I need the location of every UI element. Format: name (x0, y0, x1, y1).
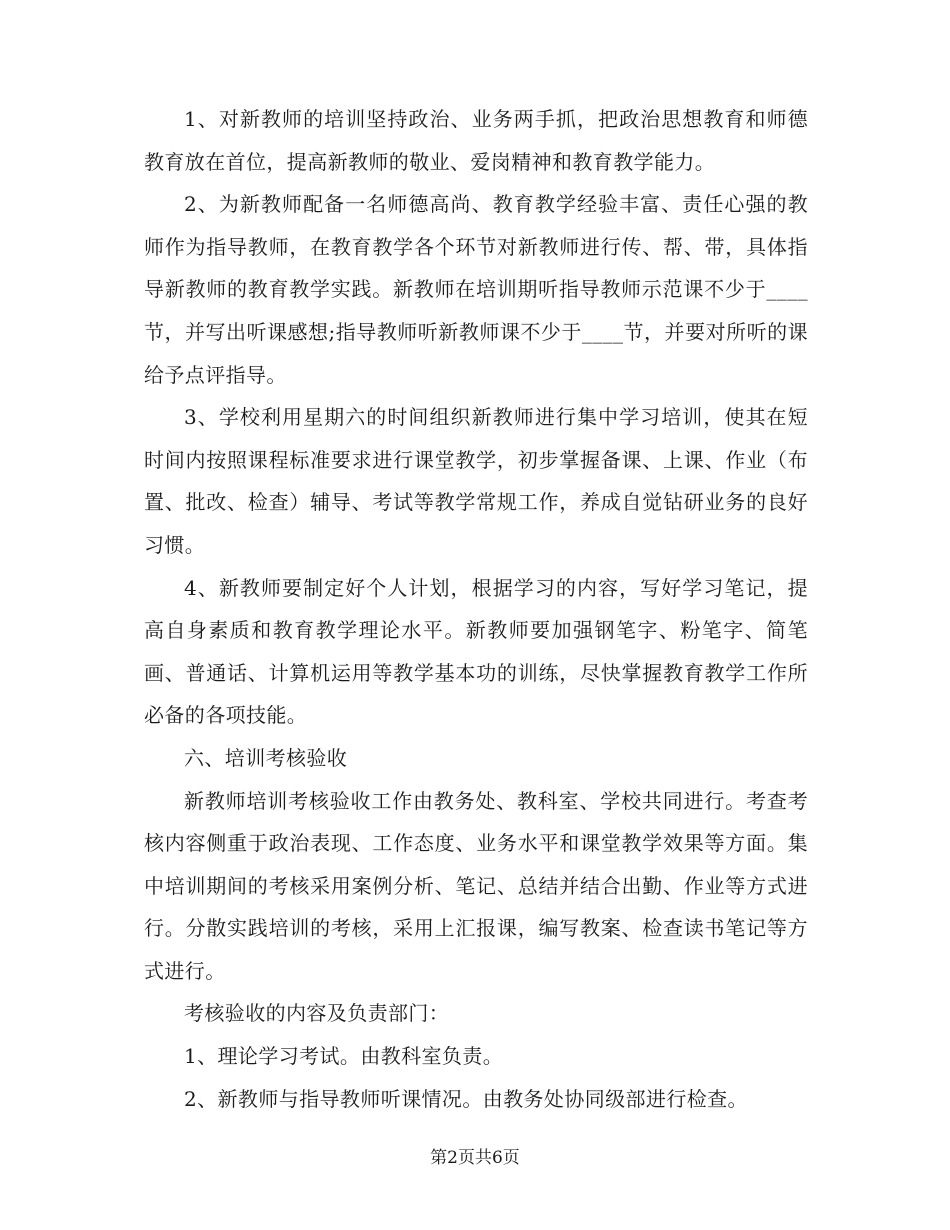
paragraph-saturday-training: 3、学校利用星期六的时间组织新教师进行集中学习培训，使其在短时间内按照课程标准要求进行课堂教学，初步掌握备课、上课、作业（布置、批改、检查）辅导、考试等教学常规工作，养成自觉钻研业务的良好习惯。 (144, 405, 808, 557)
section-heading-assessment: 六、培训考核验收 (184, 745, 348, 770)
paragraph-training-principle: 1、对新教师的培训坚持政治、业务两手抓，把政治思想教育和师德教育放在首位，提高新教师的敬业、爱岗精神和教育教学能力。 (144, 107, 808, 174)
list-item-theory-exam: 1、理论学习考试。由教科室负责。 (184, 1044, 504, 1069)
paragraph-mentor-assignment: 2、为新教师配备一名师德高尚、教育教学经验丰富、责任心强的教师作为指导教师，在教育教学各个环节对新教师进行传、帮、带，具体指导新教师的教育教学实践。新教师在培训期听指导教师示范课不少于____节，并写出听课感想;指导教师听新教师课不少于____节，并要对所听的课给予点评指导。 (144, 192, 808, 387)
page-number-footer: 第2页共6页 (430, 1148, 520, 1168)
paragraph-assessment-overview: 新教师培训考核验收工作由教务处、教科室、学校共同进行。考查考核内容侧重于政治表现、工作态度、业务水平和课堂教学效果等方面。集中培训期间的考核采用案例分析、笔记、总结并结合出勤、作业等方式进行。分散实践培训的考核，采用上汇报课，编写教案、检查读书笔记等方式进行。 (144, 788, 808, 983)
document-body (144, 98, 808, 1120)
paragraph-personal-plan: 4、新教师要制定好个人计划，根据学习的内容，写好学习笔记，提高自身素质和教育教学理论水平。新教师要加强钢笔字、粉笔字、简笔画、普通话、计算机运用等教学基本功的训练，尽快掌握教育教学工作所必备的各项技能。 (144, 575, 808, 728)
paragraph-assessment-departments: 考核验收的内容及负责部门： (184, 1001, 450, 1026)
list-item-lesson-observation: 2、新教师与指导教师听课情况。由教务处协同级部进行检查。 (184, 1086, 748, 1111)
